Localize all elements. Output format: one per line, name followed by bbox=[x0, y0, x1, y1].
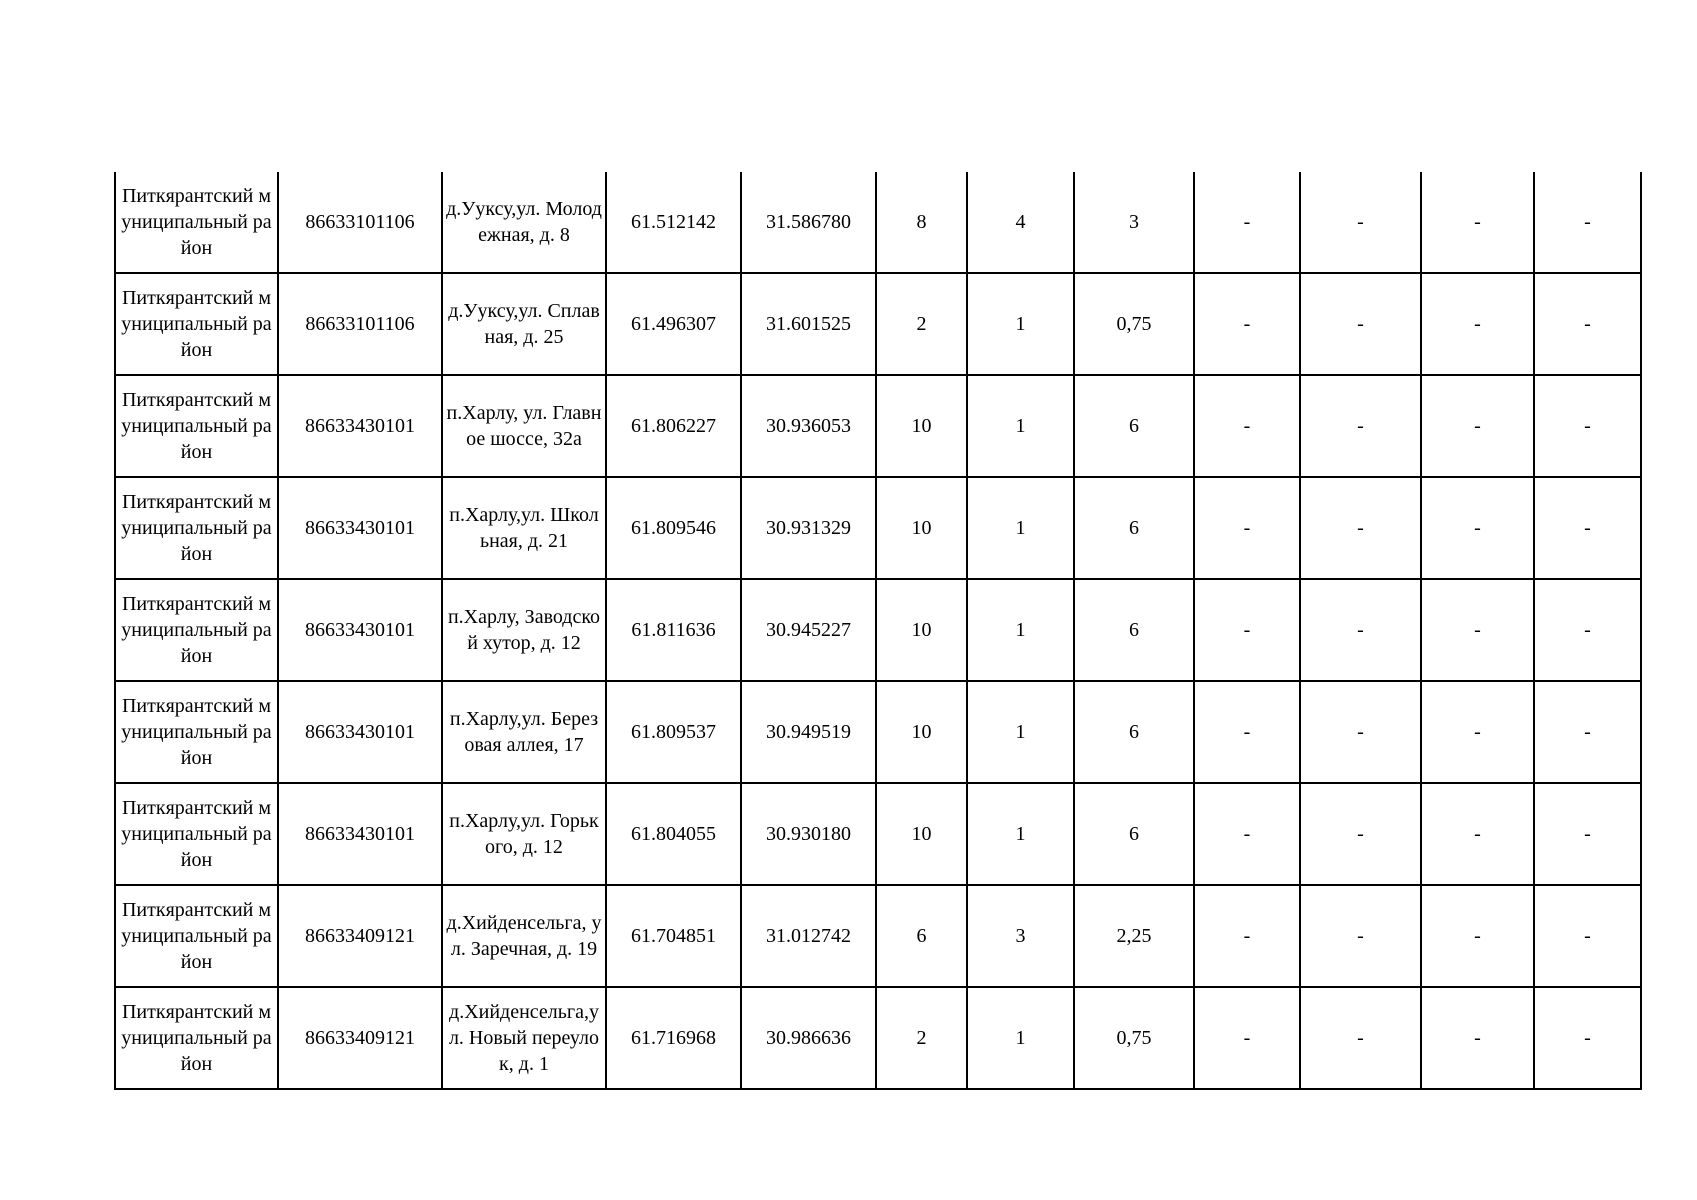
address-cell: п.Харлу,ул. Березовая аллея, 17 bbox=[442, 681, 606, 783]
longitude-cell: 31.012742 bbox=[741, 885, 876, 987]
oktmo-cell: 86633430101 bbox=[278, 477, 442, 579]
value-cell-1: 2 bbox=[876, 987, 967, 1089]
district-cell: Питкярантский муниципальный район bbox=[115, 172, 278, 273]
value-cell-1: 10 bbox=[876, 477, 967, 579]
value-cell-2: 1 bbox=[967, 987, 1074, 1089]
district-cell: Питкярантский муниципальный район bbox=[115, 579, 278, 681]
dash-cell-3: - bbox=[1421, 579, 1534, 681]
dash-cell-1: - bbox=[1194, 987, 1300, 1089]
dash-cell-1: - bbox=[1194, 172, 1300, 273]
value-cell-2: 1 bbox=[967, 681, 1074, 783]
dash-cell-1: - bbox=[1194, 477, 1300, 579]
table-row bbox=[115, 579, 1641, 681]
value-cell-3: 3 bbox=[1074, 172, 1194, 273]
longitude-cell: 30.945227 bbox=[741, 579, 876, 681]
value-cell-1: 8 bbox=[876, 172, 967, 273]
district-cell: Питкярантский муниципальный район bbox=[115, 681, 278, 783]
address-cell: п.Харлу, ул. Главное шоссе, 32а bbox=[442, 375, 606, 477]
oktmo-cell: 86633409121 bbox=[278, 885, 442, 987]
district-cell: Питкярантский муниципальный район bbox=[115, 477, 278, 579]
address-cell: п.Харлу, Заводской хутор, д. 12 bbox=[442, 579, 606, 681]
table-row bbox=[115, 273, 1641, 375]
address-cell: д.Ууксу,ул. Сплавная, д. 25 bbox=[442, 273, 606, 375]
longitude-cell: 30.986636 bbox=[741, 987, 876, 1089]
table-row bbox=[115, 885, 1641, 987]
value-cell-3: 6 bbox=[1074, 783, 1194, 885]
dash-cell-2: - bbox=[1300, 477, 1421, 579]
value-cell-2: 1 bbox=[967, 375, 1074, 477]
latitude-cell: 61.496307 bbox=[606, 273, 741, 375]
longitude-cell: 31.586780 bbox=[741, 172, 876, 273]
dash-cell-2: - bbox=[1300, 987, 1421, 1089]
dash-cell-1: - bbox=[1194, 681, 1300, 783]
dash-cell-4: - bbox=[1534, 579, 1641, 681]
address-cell: д.Хийденсельга, ул. Заречная, д. 19 bbox=[442, 885, 606, 987]
dash-cell-2: - bbox=[1300, 273, 1421, 375]
longitude-cell: 31.601525 bbox=[741, 273, 876, 375]
value-cell-2: 1 bbox=[967, 273, 1074, 375]
latitude-cell: 61.704851 bbox=[606, 885, 741, 987]
dash-cell-4: - bbox=[1534, 172, 1641, 273]
table-row bbox=[115, 783, 1641, 885]
dash-cell-2: - bbox=[1300, 783, 1421, 885]
dash-cell-1: - bbox=[1194, 579, 1300, 681]
dash-cell-4: - bbox=[1534, 681, 1641, 783]
latitude-cell: 61.809546 bbox=[606, 477, 741, 579]
value-cell-3: 2,25 bbox=[1074, 885, 1194, 987]
dash-cell-3: - bbox=[1421, 172, 1534, 273]
dash-cell-3: - bbox=[1421, 783, 1534, 885]
longitude-cell: 30.936053 bbox=[741, 375, 876, 477]
dash-cell-1: - bbox=[1194, 375, 1300, 477]
district-cell: Питкярантский муниципальный район bbox=[115, 987, 278, 1089]
value-cell-2: 1 bbox=[967, 783, 1074, 885]
dash-cell-4: - bbox=[1534, 987, 1641, 1089]
dash-cell-4: - bbox=[1534, 885, 1641, 987]
dash-cell-3: - bbox=[1421, 273, 1534, 375]
dash-cell-4: - bbox=[1534, 375, 1641, 477]
oktmo-cell: 86633430101 bbox=[278, 579, 442, 681]
dash-cell-1: - bbox=[1194, 885, 1300, 987]
latitude-cell: 61.809537 bbox=[606, 681, 741, 783]
address-cell: д.Хийденсельга,ул. Новый переулок, д. 1 bbox=[442, 987, 606, 1089]
waste-site-register-table bbox=[114, 172, 1642, 1090]
latitude-cell: 61.806227 bbox=[606, 375, 741, 477]
latitude-cell: 61.811636 bbox=[606, 579, 741, 681]
document-page bbox=[114, 172, 1642, 1090]
table-row bbox=[115, 375, 1641, 477]
dash-cell-4: - bbox=[1534, 477, 1641, 579]
value-cell-1: 2 bbox=[876, 273, 967, 375]
dash-cell-4: - bbox=[1534, 783, 1641, 885]
value-cell-1: 10 bbox=[876, 783, 967, 885]
dash-cell-1: - bbox=[1194, 783, 1300, 885]
dash-cell-3: - bbox=[1421, 987, 1534, 1089]
oktmo-cell: 86633430101 bbox=[278, 681, 442, 783]
latitude-cell: 61.716968 bbox=[606, 987, 741, 1089]
district-cell: Питкярантский муниципальный район bbox=[115, 885, 278, 987]
dash-cell-2: - bbox=[1300, 375, 1421, 477]
value-cell-3: 0,75 bbox=[1074, 987, 1194, 1089]
longitude-cell: 30.949519 bbox=[741, 681, 876, 783]
value-cell-2: 1 bbox=[967, 579, 1074, 681]
latitude-cell: 61.804055 bbox=[606, 783, 741, 885]
latitude-cell: 61.512142 bbox=[606, 172, 741, 273]
address-cell: д.Ууксу,ул. Молодежная, д. 8 bbox=[442, 172, 606, 273]
dash-cell-2: - bbox=[1300, 172, 1421, 273]
value-cell-3: 6 bbox=[1074, 375, 1194, 477]
dash-cell-2: - bbox=[1300, 681, 1421, 783]
district-cell: Питкярантский муниципальный район bbox=[115, 375, 278, 477]
dash-cell-4: - bbox=[1534, 273, 1641, 375]
value-cell-2: 1 bbox=[967, 477, 1074, 579]
value-cell-3: 6 bbox=[1074, 681, 1194, 783]
value-cell-2: 4 bbox=[967, 172, 1074, 273]
value-cell-3: 0,75 bbox=[1074, 273, 1194, 375]
value-cell-3: 6 bbox=[1074, 579, 1194, 681]
dash-cell-3: - bbox=[1421, 375, 1534, 477]
dash-cell-2: - bbox=[1300, 579, 1421, 681]
dash-cell-3: - bbox=[1421, 885, 1534, 987]
oktmo-cell: 86633101106 bbox=[278, 172, 442, 273]
oktmo-cell: 86633101106 bbox=[278, 273, 442, 375]
value-cell-1: 10 bbox=[876, 579, 967, 681]
table-row bbox=[115, 987, 1641, 1089]
longitude-cell: 30.930180 bbox=[741, 783, 876, 885]
value-cell-1: 6 bbox=[876, 885, 967, 987]
oktmo-cell: 86633430101 bbox=[278, 375, 442, 477]
oktmo-cell: 86633430101 bbox=[278, 783, 442, 885]
longitude-cell: 30.931329 bbox=[741, 477, 876, 579]
dash-cell-2: - bbox=[1300, 885, 1421, 987]
table-row bbox=[115, 681, 1641, 783]
value-cell-1: 10 bbox=[876, 375, 967, 477]
dash-cell-3: - bbox=[1421, 681, 1534, 783]
table-row bbox=[115, 172, 1641, 273]
oktmo-cell: 86633409121 bbox=[278, 987, 442, 1089]
value-cell-1: 10 bbox=[876, 681, 967, 783]
table-row bbox=[115, 477, 1641, 579]
district-cell: Питкярантский муниципальный район bbox=[115, 783, 278, 885]
dash-cell-1: - bbox=[1194, 273, 1300, 375]
address-cell: п.Харлу,ул. Горького, д. 12 bbox=[442, 783, 606, 885]
district-cell: Питкярантский муниципальный район bbox=[115, 273, 278, 375]
value-cell-3: 6 bbox=[1074, 477, 1194, 579]
address-cell: п.Харлу,ул. Школьная, д. 21 bbox=[442, 477, 606, 579]
dash-cell-3: - bbox=[1421, 477, 1534, 579]
value-cell-2: 3 bbox=[967, 885, 1074, 987]
